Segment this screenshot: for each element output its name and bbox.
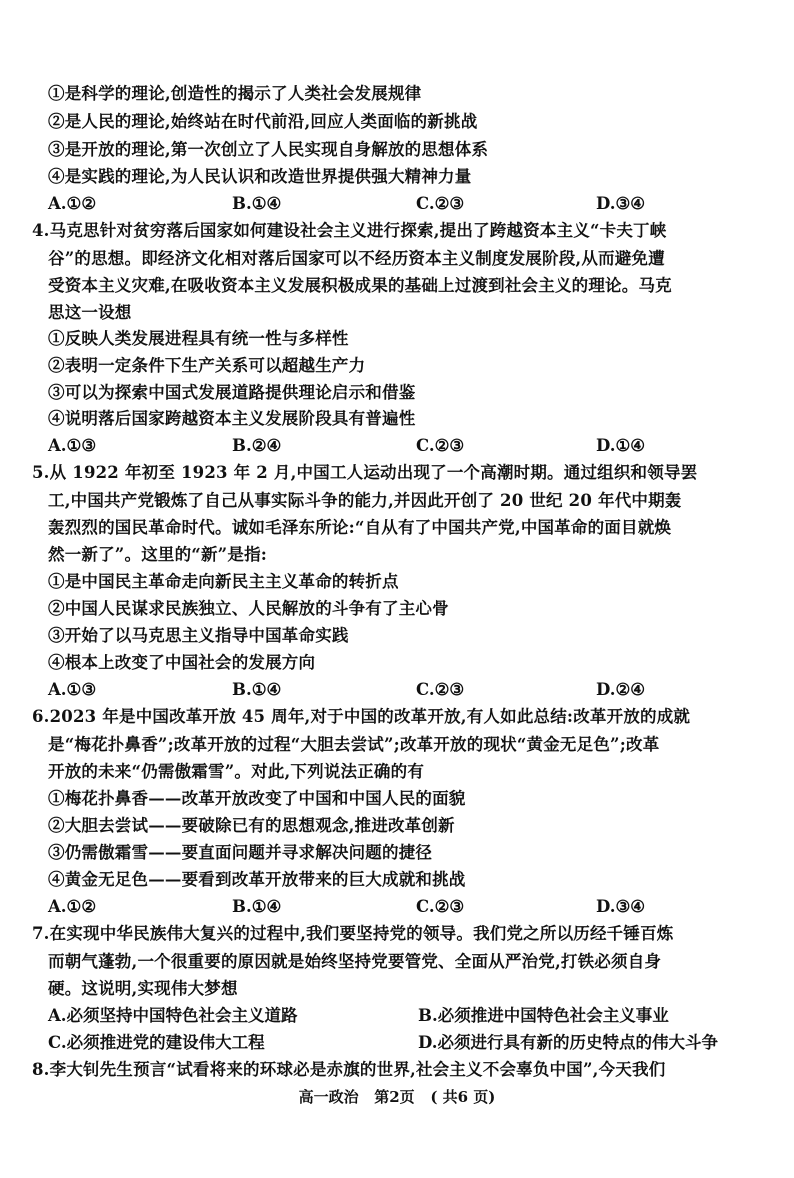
q3-option-a[interactable]: A.①② <box>48 194 97 213</box>
q4-statement-2: ②表明一定条件下生产关系可以超越生产力 <box>48 356 366 375</box>
q6-option-b[interactable]: B.①④ <box>232 897 282 916</box>
q5-statement-3: ③开始了以马克思主义指导中国革命实践 <box>48 626 349 645</box>
q5-stem-line-3: 轰烈烈的国民革命时代。诚如毛泽东所论:“自从有了中国共产党,中国革命的面目就焕 <box>48 518 672 537</box>
q6-option-a[interactable]: A.①② <box>48 897 97 916</box>
q3-statement-3: ③是开放的理论,第一次创立了人民实现自身解放的思想体系 <box>48 140 489 159</box>
q4-option-d[interactable]: D.①④ <box>596 436 646 455</box>
q3-statement-1: ①是科学的理论,创造性的揭示了人类社会发展规律 <box>48 84 422 103</box>
q4-stem-line-2: 谷”的思想。即经济文化相对落后国家可以不经历资本主义制度发展阶段,从而避免遭 <box>48 249 665 268</box>
q3-option-c[interactable]: C.②③ <box>416 194 465 213</box>
q6-stem-line-3: 开放的未来“仍需傲霜雪”。对此,下列说法正确的有 <box>48 762 425 781</box>
q4-options <box>48 435 768 457</box>
q7-stem-line-1: 7.在实现中华民族伟大复兴的过程中,我们要坚持党的领导。我们党之所以历经千锤百炼 <box>32 924 674 943</box>
q7-options-row-1 <box>48 1005 768 1027</box>
q7-stem-line-2: 而朝气蓬勃,一个很重要的原因就是始终坚持党要管党、全面从严治党,打铁必须自身 <box>48 952 662 971</box>
page-footer: 高一政治 第2页 ( 共6 页) <box>298 1088 496 1106</box>
q5-statement-4: ④根本上改变了中国社会的发展方向 <box>48 653 316 672</box>
q6-statement-3: ③仍需傲霜雪——要直面问题并寻求解决问题的捷径 <box>48 843 433 862</box>
q6-stem-line-1: 6.2023 年是中国改革开放 45 周年,对于中国的改革开放,有人如此总结:改革开放的成就 <box>32 707 691 726</box>
q4-option-a[interactable]: A.①③ <box>48 436 97 455</box>
q5-stem-line-1: 5.从 1922 年初至 1923 年 2 月,中国工人运动出现了一个高潮时期。通过组织和领导罢 <box>32 463 698 482</box>
q5-option-b[interactable]: B.①④ <box>232 680 282 699</box>
q3-option-d[interactable]: D.③④ <box>596 194 646 213</box>
q4-option-b[interactable]: B.②④ <box>232 436 282 455</box>
q7-option-a[interactable]: A.必须坚持中国特色社会主义道路 <box>48 1006 298 1025</box>
q6-option-c[interactable]: C.②③ <box>416 897 465 916</box>
q7-options-row-2 <box>48 1032 768 1054</box>
q5-option-a[interactable]: A.①③ <box>48 680 97 699</box>
q3-options <box>48 193 768 215</box>
q5-statement-2: ②中国人民谋求民族独立、人民解放的斗争有了主心骨 <box>48 599 449 618</box>
q5-options <box>48 679 768 701</box>
q8-stem-line-1: 8.李大钊先生预言“试看将来的环球必是赤旗的世界,社会主义不会辜负中国”,今天我们 <box>32 1060 666 1079</box>
q5-statement-1: ①是中国民主革命走向新民主主义革命的转折点 <box>48 572 399 591</box>
q6-option-d[interactable]: D.③④ <box>596 897 646 916</box>
q4-statement-1: ①反映人类发展进程具有统一性与多样性 <box>48 329 349 348</box>
q6-stem-line-2: 是“梅花扑鼻香”;改革开放的过程“大胆去尝试”;改革开放的现状“黄金无足色”;改革 <box>48 735 660 754</box>
q7-option-c[interactable]: C.必须推进党的建设伟大工程 <box>48 1033 265 1052</box>
q3-statement-4: ④是实践的理论,为人民认识和改造世界提供强大精神力量 <box>48 167 472 186</box>
q4-stem-line-4: 思这一设想 <box>48 303 132 322</box>
q5-stem-line-4: 然一新了”。这里的“新”是指: <box>48 545 268 564</box>
q5-option-c[interactable]: C.②③ <box>416 680 465 699</box>
q5-stem-line-2: 工,中国共产党锻炼了自己从事实际斗争的能力,并因此开创了 20 世纪 20 年代中期轰 <box>48 491 682 510</box>
q4-stem-line-1: 4.马克思针对贫穷落后国家如何建设社会主义进行探索,提出了跨越资本主义“卡夫丁峡 <box>32 221 667 240</box>
q6-options <box>48 896 768 918</box>
q4-option-c[interactable]: C.②③ <box>416 436 465 455</box>
q7-option-b[interactable]: B.必须推进中国特色社会主义事业 <box>418 1006 669 1025</box>
q3-option-b[interactable]: B.①④ <box>232 194 282 213</box>
q6-statement-1: ①梅花扑鼻香——改革开放改变了中国和中国人民的面貌 <box>48 789 466 808</box>
q4-statement-3: ③可以为探索中国式发展道路提供理论启示和借鉴 <box>48 383 416 402</box>
q6-statement-2: ②大胆去尝试——要破除已有的思想观念,推进改革创新 <box>48 816 455 835</box>
q6-statement-4: ④黄金无足色——要看到改革开放带来的巨大成就和挑战 <box>48 870 466 889</box>
q5-option-d[interactable]: D.②④ <box>596 680 646 699</box>
q7-option-d[interactable]: D.必须进行具有新的历史特点的伟大斗争 <box>418 1033 718 1052</box>
q3-statement-2: ②是人民的理论,始终站在时代前沿,回应人类面临的新挑战 <box>48 112 478 131</box>
q4-statement-4: ④说明落后国家跨越资本主义发展阶段具有普遍性 <box>48 409 416 428</box>
q7-stem-line-3: 硬。这说明,实现伟大梦想 <box>48 979 238 998</box>
q4-stem-line-3: 受资本主义灾难,在吸收资本主义发展积极成果的基础上过渡到社会主义的理论。马克 <box>48 276 672 295</box>
